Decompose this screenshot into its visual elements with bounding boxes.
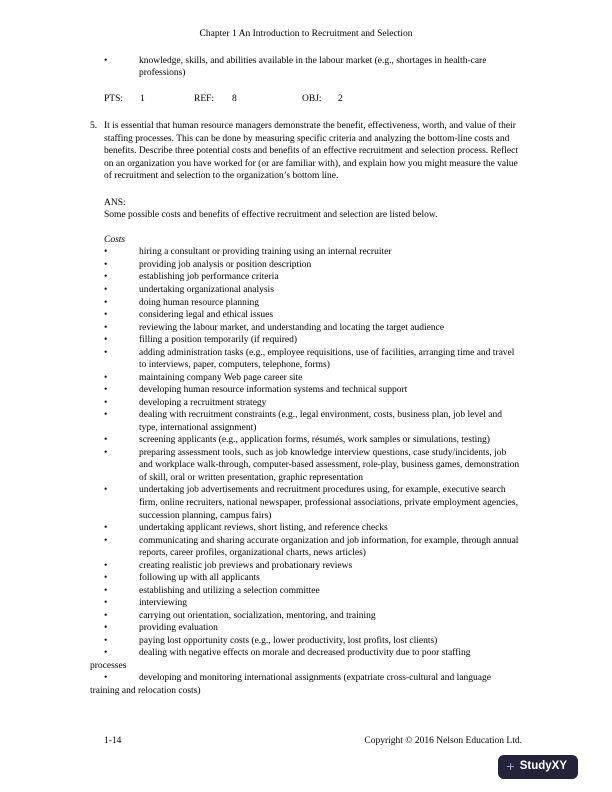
obj-label: OBJ: — [302, 93, 322, 104]
cost-list-item — [90, 647, 522, 660]
page-footer — [90, 735, 522, 748]
cost-item-text: undertaking organizational analysis — [139, 284, 274, 295]
cost-item-text: filling a position temporarily (if required) — [139, 335, 298, 346]
cost-list-item — [90, 672, 522, 685]
cost-item-text: developing a recruitment strategy — [139, 397, 267, 408]
cost-list-item — [90, 334, 522, 347]
cost-list-item — [90, 384, 522, 397]
bullet-icon: • — [104, 523, 108, 534]
pts-value: 1 — [140, 93, 145, 104]
cost-list-item — [90, 434, 522, 447]
cost-item-text: developing human resource information systems and technical support — [139, 385, 408, 396]
bullet-icon: • — [104, 385, 108, 396]
answer-label: ANS: — [104, 197, 126, 208]
cost-item-text: adding administration tasks (e.g., employee requisitions, use of facilities, arranging time and travel to interviews, paper, computers, telephone, forms) — [139, 347, 515, 371]
answer-intro: Some possible costs and benefits of effective recruitment and selection are listed below. — [104, 210, 438, 221]
cost-item-text: hiring a consultant or providing training using an internal recruiter — [139, 247, 392, 258]
studyxy-brand-text: StudyXY — [519, 759, 567, 772]
cost-list-item — [90, 372, 522, 385]
cost-item-text: providing job analysis or position description — [139, 259, 312, 270]
cost-item-text: dealing with negative effects on morale and decreased productivity due to poor staffing — [139, 648, 471, 659]
pts-label: PTS: — [104, 93, 124, 104]
bullet-icon: • — [104, 673, 108, 684]
cost-list-item — [90, 572, 522, 585]
bullet-icon: • — [104, 410, 108, 421]
bullet-icon: • — [104, 55, 108, 66]
question-text: It is essential that human resource managers demonstrate the benefit, effectiveness, worth, and value of their staffing processes. This can be done by measuring specific criteria and analyzing the bottom-line costs and benefits. Describe three potential costs and benefits of an effective recruitment and selection process. Reflect on an organization you have worked for (or are familiar with), and explain how you might measure the value of recruitment and selection to the organization’s bottom line. — [104, 121, 518, 182]
cost-item-text: undertaking job advertisements and recruitment procedures using, for example, executive search firm, online recruiters, national newspaper, professional associations, private employment agencies, succession planning, campus fairs) — [139, 485, 518, 521]
cost-item-text: establishing and utilizing a selection committee — [139, 585, 320, 596]
cost-item-text: following up with all applicants — [139, 573, 260, 584]
studyxy-logo[interactable] — [498, 755, 578, 779]
cost-list-item — [90, 610, 522, 623]
cost-list-item — [90, 397, 522, 410]
cost-list-item — [90, 409, 522, 434]
bullet-icon: • — [104, 535, 108, 546]
bullet-icon: • — [104, 284, 108, 295]
cost-item-text: providing evaluation — [139, 623, 218, 634]
bullet-icon: • — [104, 585, 108, 596]
cost-item-continuation: processes — [90, 660, 127, 671]
cost-list-item — [90, 484, 522, 522]
cost-list-item — [90, 560, 522, 573]
cost-list-item — [90, 635, 522, 648]
bullet-icon: • — [104, 598, 108, 609]
ref-value: 8 — [232, 93, 237, 104]
ref-label: REF: — [194, 93, 215, 104]
cost-list-item — [90, 309, 522, 322]
costs-heading: Costs — [104, 234, 126, 245]
plus-icon: + — [506, 758, 515, 775]
bullet-icon: • — [104, 560, 108, 571]
cost-item-text: paying lost opportunity costs (e.g., lower productivity, lost profits, lost clients) — [139, 635, 438, 646]
bullet-icon: • — [104, 648, 108, 659]
cost-list — [90, 246, 522, 697]
cost-item-continuation: training and relocation costs) — [90, 685, 201, 696]
cost-item-text: reviewing the labour market, and understanding and locating the target audience — [139, 322, 445, 333]
cost-list-item — [90, 259, 522, 272]
bullet-icon: • — [104, 397, 108, 408]
page-header: Chapter 1 An Introduction to Recruitment and Selection — [199, 29, 413, 39]
bullet-icon: • — [104, 310, 108, 321]
cost-item-text: communicating and sharing accurate organization and job information, for example, through annual reports, career profiles, organizational charts, news articles) — [139, 535, 519, 559]
bullet-icon: • — [104, 347, 108, 358]
bullet-icon: • — [104, 297, 108, 308]
page-number: 1-14 — [104, 736, 122, 747]
cost-item-text: preparing assessment tools, such as job knowledge interview questions, case study/incidents, job and workplace walk-through, computer-based assessment, role-play, business games, demonstration of skill, oral or written presentation, graphic representation — [139, 447, 520, 483]
cost-list-item — [90, 597, 522, 610]
cost-list-item — [90, 522, 522, 535]
cost-list-item — [90, 535, 522, 560]
carryover-bullet-item — [90, 55, 522, 80]
cost-item-text: maintaining company Web page career site — [139, 372, 303, 383]
cost-list-item — [90, 622, 522, 635]
cost-item-text: undertaking applicant reviews, short listing, and reference checks — [139, 523, 388, 534]
cost-list-item — [90, 246, 522, 259]
bullet-icon: • — [104, 435, 108, 446]
bullet-icon: • — [104, 573, 108, 584]
cost-item-text: screening applicants (e.g., application forms, résumés, work samples or simulations, testing) — [139, 435, 490, 446]
cost-item-text: doing human resource planning — [139, 297, 260, 308]
cost-item-text: creating realistic job previews and probationary reviews — [139, 560, 353, 571]
copyright-notice: Copyright © 2016 Nelson Education Ltd. — [364, 736, 522, 747]
bullet-icon: • — [104, 623, 108, 634]
obj-value: 2 — [338, 93, 343, 104]
bullet-icon: • — [104, 335, 108, 346]
question-meta-line — [90, 93, 522, 106]
cost-list-item — [90, 297, 522, 310]
cost-list-item — [90, 347, 522, 372]
bullet-icon: • — [104, 610, 108, 621]
cost-item-text: interviewing — [139, 598, 188, 609]
bullet-icon: • — [104, 322, 108, 333]
cost-list-item — [90, 322, 522, 335]
question-number: 5. — [90, 121, 98, 132]
carryover-bullet-text: knowledge, skills, and abilities available in the labour market (e.g., shortages in health-care professions) — [139, 55, 487, 79]
cost-item-text: establishing job performance criteria — [139, 272, 279, 283]
cost-list-item — [90, 284, 522, 297]
bullet-icon: • — [104, 635, 108, 646]
cost-list-item — [90, 447, 522, 485]
bullet-icon: • — [104, 485, 108, 496]
cost-item-text: considering legal and ethical issues — [139, 310, 274, 321]
bullet-icon: • — [104, 247, 108, 258]
cost-item-text: carrying out orientation, socialization, mentoring, and training — [139, 610, 376, 621]
bullet-icon: • — [104, 272, 108, 283]
bullet-icon: • — [104, 259, 108, 270]
bullet-icon: • — [104, 372, 108, 383]
cost-item-text: dealing with recruitment constraints (e.g., legal environment, costs, business plan, job level and type, international assignment) — [139, 410, 503, 433]
cost-list-item — [90, 585, 522, 598]
bullet-icon: • — [104, 447, 108, 458]
cost-item-text: developing and monitoring international assignments (expatriate cross-cultural and language — [139, 673, 491, 684]
cost-list-item — [90, 271, 522, 284]
question-5 — [90, 120, 522, 183]
